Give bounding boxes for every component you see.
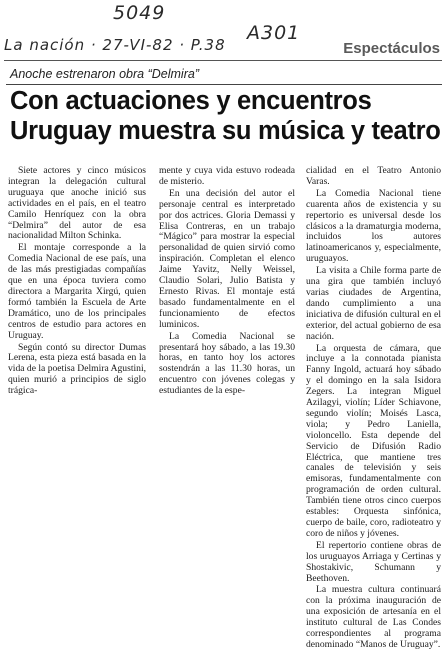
handwritten-code: A301	[247, 22, 301, 44]
paragraph: La Comedia Nacional se presentará hoy sábado, a las 19.30 horas, en tanto hoy los actores sostendrán a las 11.30 horas, un encuentro con jóvenes colegas y estudiantes de la espe-	[159, 330, 295, 397]
headline-line-1: Con actuaciones y encuentros	[10, 87, 372, 115]
article-column-2	[159, 166, 295, 398]
paragraph: mente y cuya vida estuvo rodeada de misterio.	[159, 165, 295, 187]
paragraph: En una decisión del autor el personaje central es interpretado por dos actrices. Gloria Demassi y Elisa Contreras, en un trabajo “Mágico” para mostrar la especial personalidad de quien sirvió como inspiración. Completan el elenco Jaime Yavitz, Nelly Weissel, Claudio Solari, Julio Batista y Ernesto Rivas. El montaje está basado fundamentalmente en el funcionamiento de efectos luminicos.	[159, 187, 295, 330]
paragraph: Según contó su director Dumas Lerena, esta pieza está basada en la vida de la poetisa Delmira Agustini, quien murió a principios de siglo trágica-	[8, 341, 147, 397]
paragraph: Siete actores y cinco músicos integran la delegación cultural uruguaya que anoche inició sus actividades en el país, en el teatro Camilo Henríquez con la obra “Delmira” del autor de esa nacionalidad Milton Schinka.	[8, 165, 146, 242]
paragraph: El montaje corresponde a la Comedia Nacional de ese país, una de las más prestigiadas compañías que en una época tuviera como directora a Margarita Xirgú, quien formó también la Escuela de Arte Dramático, uno de los principales centros de estudio para actores en Uruguay.	[8, 242, 146, 341]
section-label: Espectáculos	[343, 40, 440, 57]
kicker: Anoche estrenaron obra “Delmira”	[10, 67, 199, 81]
article-column-3	[306, 166, 441, 652]
handwritten-source-note: La nación · 27-VI-82 · P.38	[4, 36, 226, 54]
paragraph: El repertorio contiene obras de los uruguayos Arriaga y Certinas y Shostakivic, Schumann y Beethoven.	[306, 539, 441, 584]
article-column-1	[8, 166, 146, 398]
headline-line-2: Uruguay muestra su música y teatro	[10, 117, 441, 145]
paragraph: La visita a Chile forma parte de una gira que también incluyó varias ciudades de Argentina, dando cumplimiento a una iniciativa de difusión cultural en el exterior, del actual gobierno de esa nación.	[306, 265, 441, 342]
paragraph: La muestra cultura continuará con la próxima inauguración de una exposición de artesanía en el instituto cultural de Las Condes correspondientes al programa denominado “Manos de Uruguay”.	[306, 584, 441, 650]
handwritten-archive-number: 5049	[113, 2, 166, 24]
section-divider	[4, 60, 442, 61]
paragraph: La orquesta de cámara, que incluye a la connotada pianista Fanny Ingold, actuará hoy sábado y el domingo en la sala Isidora Zegers. La integran Miguel Azilagyi, violín; Líder Schiavone, segundo violín; Moisés Lasca, viola; y Pedro Laniella, violoncello. Esta depende del Servicio de Difusión Radio Eléctrica, que mantiene tres canales de televisión y seis emisoras, fundamentalmente con programación de orden cultural. También tiene otros cinco cuerpos estables: Orquesta sinfónica, cuerpo de baile, coro, radioteatro y coro de niños y jóvenes.	[306, 342, 441, 539]
paragraph: cialidad en el Teatro Antonio Varas.	[306, 165, 441, 187]
paragraph: La Comedia Nacional tiene cuarenta años de existencia y su repertorio es universal desde los clásicos a la dramaturgia moderna, incluidos los autores latinoamericanos y, especialmente, uruguayos.	[306, 187, 441, 265]
headline	[10, 86, 442, 146]
kicker-divider	[6, 84, 442, 85]
